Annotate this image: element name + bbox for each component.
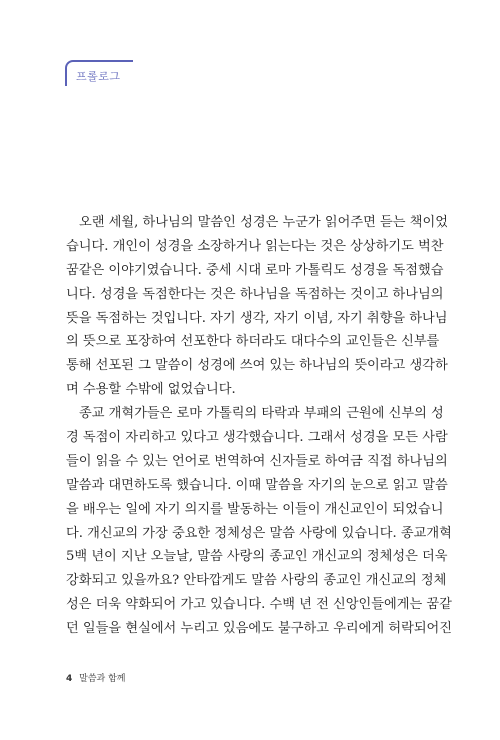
text-line: 들이 읽을 수 있는 언어로 번역하여 신자들로 하여금 직접 하나님의 xyxy=(66,453,448,469)
book-title: 말씀과 함께 xyxy=(79,674,126,684)
text-line: 니다. 성경을 독점한다는 것은 하나님을 독점하는 것이고 하나님의 xyxy=(66,286,444,302)
text-line: 을 배우는 일에 자기 의지를 발동하는 이들이 개신교인이 되었습니 xyxy=(66,501,444,517)
page-number: 4 xyxy=(66,674,73,684)
text-line: 강화되고 있을까요? 안타깝게도 말씀 사랑의 종교인 개신교의 정체 xyxy=(66,573,447,589)
text-line: 오랜 세월, 하나님의 말씀인 성경은 누군가 읽어주면 듣는 책이었 xyxy=(79,215,448,230)
section-tag xyxy=(65,60,133,86)
text-line: 5백 년이 지난 오늘날, 말씀 사랑의 종교인 개신교의 정체성은 더욱 xyxy=(66,549,448,565)
text-line: 다. 개신교의 가장 중요한 정체성은 말씀 사랑에 있습니다. 종교개혁 xyxy=(66,525,452,541)
paragraph-2 xyxy=(66,402,453,641)
text-line: 꿈같은 이야기였습니다. 중세 시대 로마 가톨릭도 성경을 독점했습 xyxy=(66,262,444,278)
text-line: 말씀과 대면하도록 했습니다. 이때 말씀을 자기의 눈으로 읽고 말씀 xyxy=(66,477,448,493)
text-line: 성은 더욱 약화되어 가고 있습니다. 수백 년 전 신앙인들에게는 꿈같 xyxy=(66,597,452,613)
body-text xyxy=(66,211,453,641)
text-line: 종교 개혁가들은 로마 가톨릭의 타락과 부패의 근원에 신부의 성 xyxy=(79,406,444,422)
text-line: 의 뜻으로 포장하여 선포한다 하더라도 대다수의 교인들은 신부를 xyxy=(66,334,440,350)
text-line: 습니다. 개인이 성경을 소장하거나 읽는다는 것은 상상하기도 벅찬 xyxy=(66,238,444,254)
text-line: 경 독점이 자리하고 있다고 생각했습니다. 그래서 성경을 모든 사람 xyxy=(66,430,448,446)
paragraph-1 xyxy=(66,211,448,402)
text-line: 던 일들을 현실에서 누리고 있음에도 불구하고 우리에게 허락되어진 xyxy=(66,621,453,637)
section-tag-label: 프롤로그 xyxy=(76,70,121,83)
text-line: 며 수용할 수밖에 없었습니다. xyxy=(66,382,236,398)
text-line: 뜻을 독점하는 것입니다. 자기 생각, 자기 이념, 자기 취향을 하나님 xyxy=(66,310,448,326)
text-line: 통해 선포된 그 말씀이 성경에 쓰여 있는 하나님의 뜻이라고 생각하 xyxy=(66,358,448,374)
page-footer xyxy=(66,671,125,684)
